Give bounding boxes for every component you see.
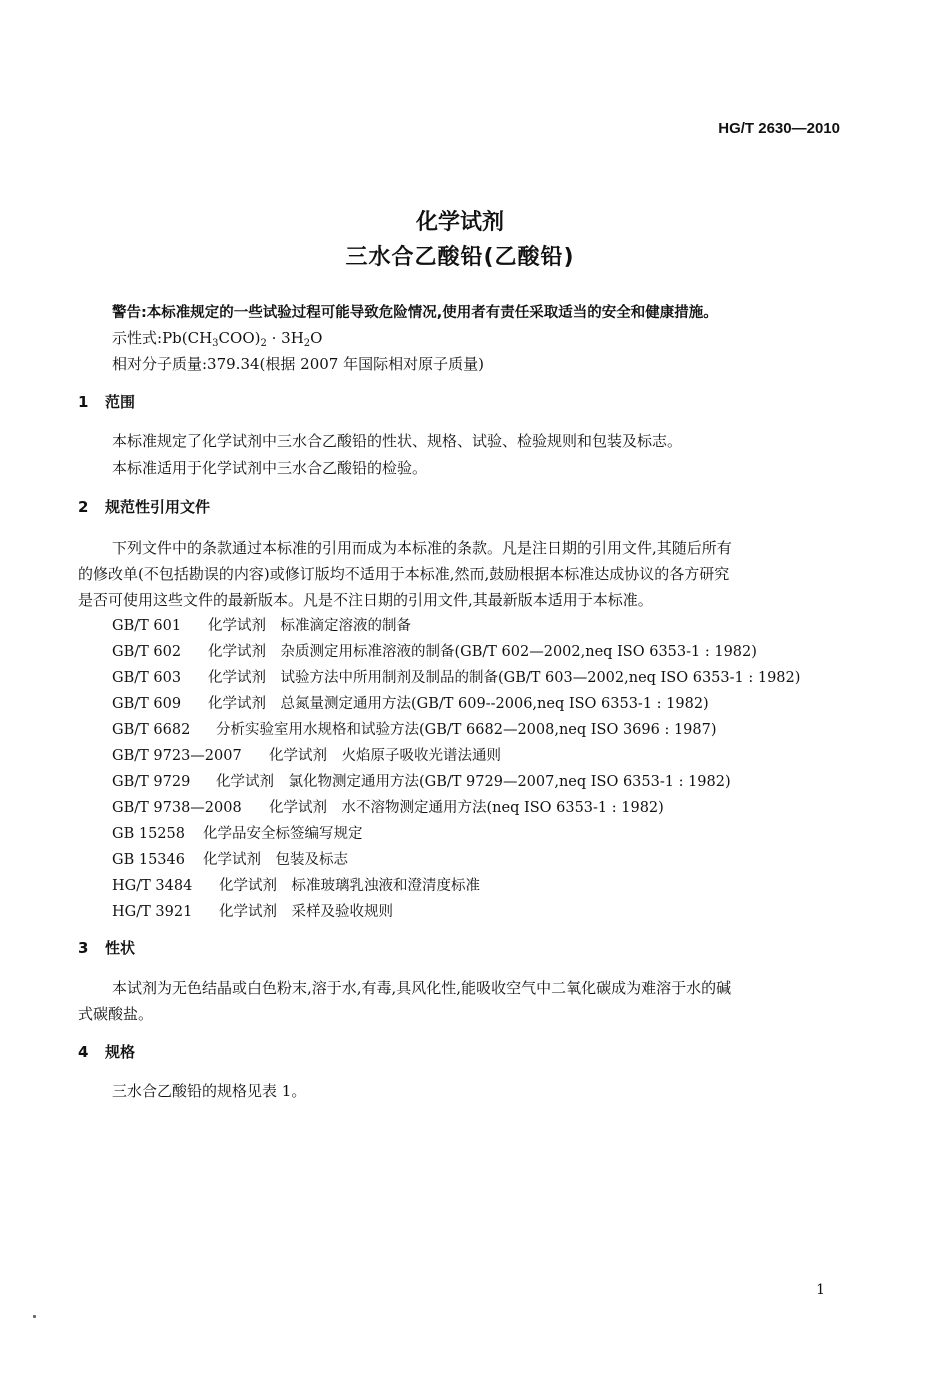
scan-artifact	[33, 1315, 36, 1318]
normative-intro-line: 下列文件中的条款通过本标准的引用而成为本标准的条款。凡是注日期的引用文件,其随后所有	[112, 539, 732, 557]
reference-code: GB/T 9738—2008	[112, 800, 242, 816]
formula-part: COO)	[218, 329, 261, 347]
page-number: 1	[816, 1282, 825, 1298]
reference-item	[112, 796, 664, 817]
reference-title: 化学品安全标签编写规定	[203, 826, 363, 842]
standard-code: HG/T 2630—2010	[718, 120, 840, 137]
formula-subscript: 2	[260, 338, 267, 349]
reference-title: 化学试剂 采样及验收规则	[219, 904, 393, 920]
reference-item	[112, 770, 731, 791]
reference-item	[112, 744, 501, 765]
chemical-formula	[112, 327, 322, 349]
reference-code: HG/T 3921	[112, 904, 193, 920]
reference-title: 化学试剂 水不溶物测定通用方法(neq ISO 6353-1 : 1982)	[269, 800, 664, 816]
reference-title: 分析实验室用水规格和试验方法(GB/T 6682—2008,neq ISO 3696 : 1987)	[216, 722, 717, 738]
normative-intro-line: 是否可使用这些文件的最新版本。凡是不注日期的引用文件,其最新版本适用于本标准。	[78, 591, 653, 609]
molecular-mass: 相对分子质量:379.34(根据 2007 年国际相对原子质量)	[112, 355, 484, 373]
reference-title: 化学试剂 试验方法中所用制剂及制品的制备(GB/T 603—2002,neq ISO 6353-1 : 1982)	[208, 670, 801, 686]
reference-title: 化学试剂 杂质测定用标准溶液的制备(GB/T 602—2002,neq ISO 6353-1 : 1982)	[208, 644, 757, 660]
reference-code: GB/T 6682	[112, 722, 191, 738]
section-title: 范围	[105, 393, 136, 411]
formula-label: 示性式:	[112, 329, 163, 347]
formula-part: O	[310, 329, 323, 347]
formula-part: · 3H	[266, 329, 304, 347]
reference-item	[112, 900, 393, 921]
reference-code: GB/T 601	[112, 618, 182, 634]
formula-subscript: 2	[303, 338, 311, 349]
properties-line: 式碳酸盐。	[78, 1005, 154, 1023]
reference-item	[112, 874, 480, 895]
section-number: 3	[78, 939, 89, 957]
document-title-line1: 化学试剂	[415, 210, 504, 235]
reference-item	[112, 718, 717, 739]
reference-code: GB/T 609	[112, 696, 182, 712]
reference-item	[112, 692, 709, 713]
scope-paragraph: 本标准适用于化学试剂中三水合乙酸铅的检验。	[112, 459, 428, 477]
reference-code: GB/T 9723—2007	[112, 748, 242, 764]
reference-item	[112, 640, 757, 661]
warning-text: 警告:本标准规定的一些试验过程可能导致危险情况,使用者有责任采取适当的安全和健康措施。	[112, 305, 718, 321]
reference-title: 化学试剂 标准玻璃乳浊液和澄清度标准	[219, 878, 480, 894]
reference-item	[112, 614, 411, 635]
normative-intro-line: 的修改单(不包括勘误的内容)或修订版均不适用于本标准,然而,鼓励根据本标准达成协议的各方研究	[78, 565, 730, 583]
reference-item	[112, 822, 363, 843]
reference-code: GB/T 603	[112, 670, 182, 686]
scope-paragraph: 本标准规定了化学试剂中三水合乙酸铅的性状、规格、试验、检验规则和包装及标志。	[112, 432, 683, 450]
reference-code: GB/T 9729	[112, 774, 191, 790]
reference-code: GB 15258	[112, 826, 185, 842]
section-number: 4	[78, 1043, 89, 1061]
reference-title: 化学试剂 氯化物测定通用方法(GB/T 9729—2007,neq ISO 6353-1 : 1982)	[216, 774, 731, 790]
properties-line: 本试剂为无色结晶或白色粉末,溶于水,有毒,具风化性,能吸收空气中二氧化碳成为难溶于水的碱	[112, 979, 732, 997]
reference-title: 化学试剂 包装及标志	[203, 852, 348, 868]
reference-code: GB/T 602	[112, 644, 182, 660]
document-title-line2: 三水合乙酸铅(乙酸铅)	[345, 245, 575, 270]
specs-paragraph: 三水合乙酸铅的规格见表 1。	[112, 1082, 307, 1100]
section-title: 规格	[105, 1043, 136, 1061]
reference-title: 化学试剂 标准滴定溶液的制备	[208, 618, 411, 634]
formula-subscript: 3	[212, 338, 219, 349]
section-heading-scope	[78, 391, 135, 412]
section-title: 性状	[105, 939, 136, 957]
formula-part: Pb(CH	[162, 329, 213, 347]
section-number: 2	[78, 498, 89, 516]
section-heading-properties	[78, 937, 135, 958]
reference-item	[112, 666, 800, 687]
section-heading-normative	[78, 496, 210, 517]
section-heading-specs	[78, 1041, 135, 1062]
reference-code: HG/T 3484	[112, 878, 193, 894]
section-title: 规范性引用文件	[105, 498, 211, 516]
reference-title: 化学试剂 总氮量测定通用方法(GB/T 609--2006,neq ISO 6353-1 : 1982)	[208, 696, 709, 712]
section-number: 1	[78, 393, 89, 411]
reference-item	[112, 848, 348, 869]
reference-code: GB 15346	[112, 852, 185, 868]
reference-title: 化学试剂 火焰原子吸收光谱法通则	[269, 748, 501, 764]
